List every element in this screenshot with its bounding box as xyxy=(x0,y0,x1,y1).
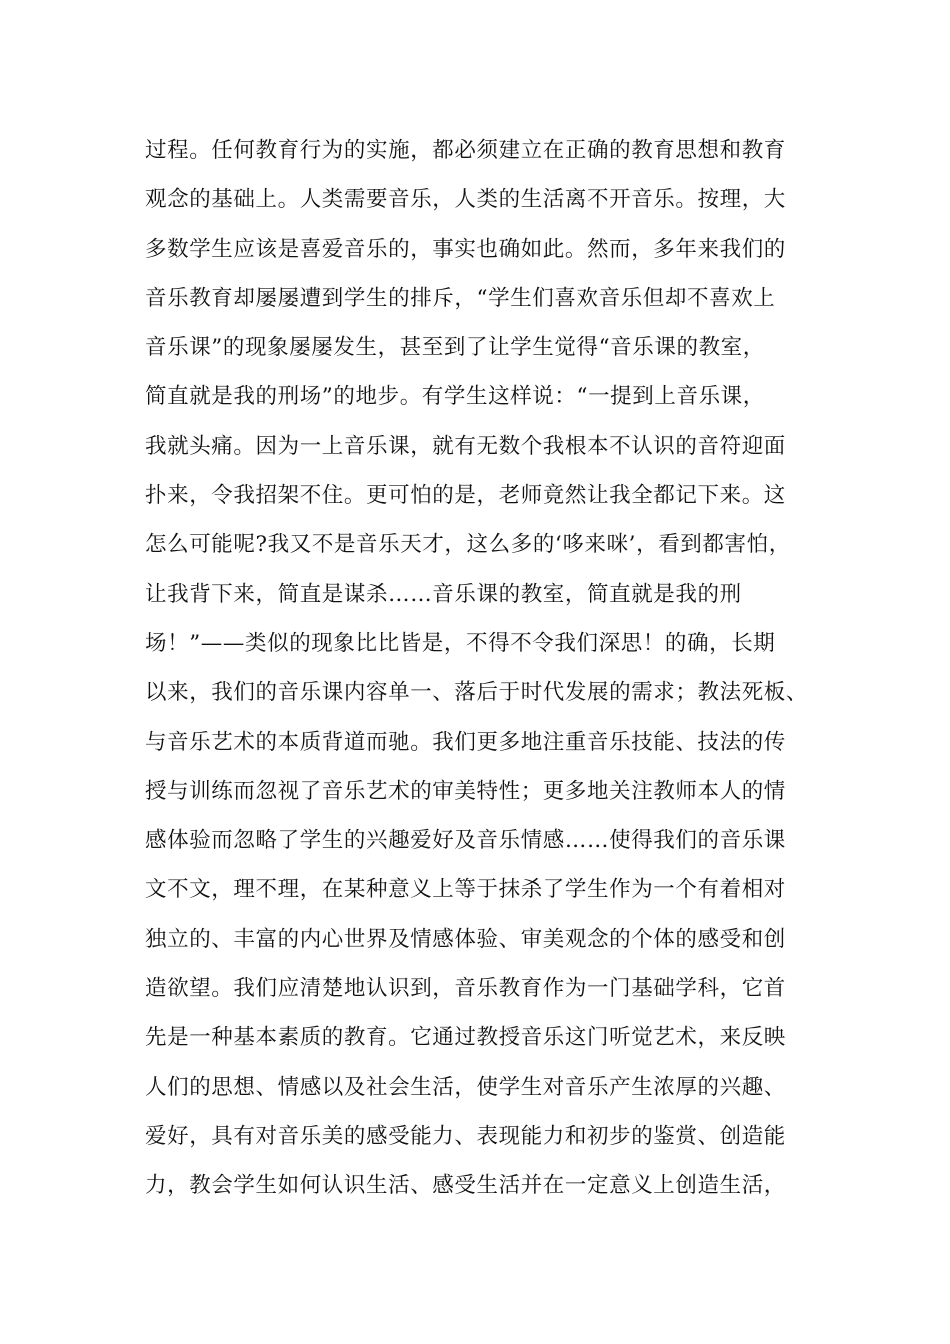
body-text xyxy=(145,132,825,1217)
text-line: 独立的、丰富的内心世界及情感体验、审美观念的个体的感受和创 xyxy=(145,926,786,952)
text-line: 我就头痛。因为一上音乐课，就有无数个我根本不认识的音符迎面 xyxy=(145,433,786,459)
text-line: 简直就是我的刑场”的地步。有学生这样说：“一提到上音乐课， xyxy=(145,384,765,410)
text-line: 爱好，具有对音乐美的感受能力、表现能力和初步的鉴赏、创造能 xyxy=(145,1123,786,1149)
text-line: 造欲望。我们应清楚地认识到，音乐教育作为一门基础学科，它首 xyxy=(145,976,786,1002)
text-line: 感体验而忽略了学生的兴趣爱好及音乐情感……使得我们的音乐课 xyxy=(145,828,786,854)
text-line: 力，教会学生如何认识生活、感受生活并在一定意义上创造生活， xyxy=(145,1173,786,1199)
text-line: 人们的思想、情感以及社会生活，使学生对音乐产生浓厚的兴趣、 xyxy=(145,1074,786,1100)
text-line: 文不文，理不理，在某种意义上等于抹杀了学生作为一个有着相对 xyxy=(145,877,786,903)
text-line: 多数学生应该是喜爱音乐的，事实也确如此。然而，多年来我们的 xyxy=(145,236,786,262)
text-line: 让我背下来，简直是谋杀……音乐课的教室，简直就是我的刑 xyxy=(145,581,742,607)
text-line: 以来，我们的音乐课内容单一、落后于时代发展的需求；教法死板、 xyxy=(145,680,809,706)
text-line: 怎么可能呢?我又不是音乐天才，这么多的‘哆来咪’，看到都害怕， xyxy=(145,532,791,558)
text-line: 音乐课”的现象屡屡发生，甚至到了让学生觉得“音乐课的教室， xyxy=(145,335,765,361)
text-line: 音乐教育却屡屡遭到学生的排斥，“学生们喜欢音乐但却不喜欢上 xyxy=(145,285,776,311)
text-line: 观念的基础上。人类需要音乐，人类的生活离不开音乐。按理，大 xyxy=(145,187,786,213)
text-line: 先是一种基本素质的教育。它通过教授音乐这门听觉艺术，来反映 xyxy=(145,1025,786,1051)
text-line: 过程。任何教育行为的实施，都必须建立在正确的教育思想和教育 xyxy=(145,138,786,163)
text-line: 与音乐艺术的本质背道而驰。我们更多地注重音乐技能、技法的传 xyxy=(145,729,786,755)
text-line: 场！”——类似的现象比比皆是，不得不令我们深思！的确，长期 xyxy=(145,630,776,656)
text-line: 扑来，令我招架不住。更可怕的是，老师竟然让我全都记下来。这 xyxy=(145,483,786,509)
text-line: 授与训练而忽视了音乐艺术的审美特性；更多地关注教师本人的情 xyxy=(145,778,786,804)
